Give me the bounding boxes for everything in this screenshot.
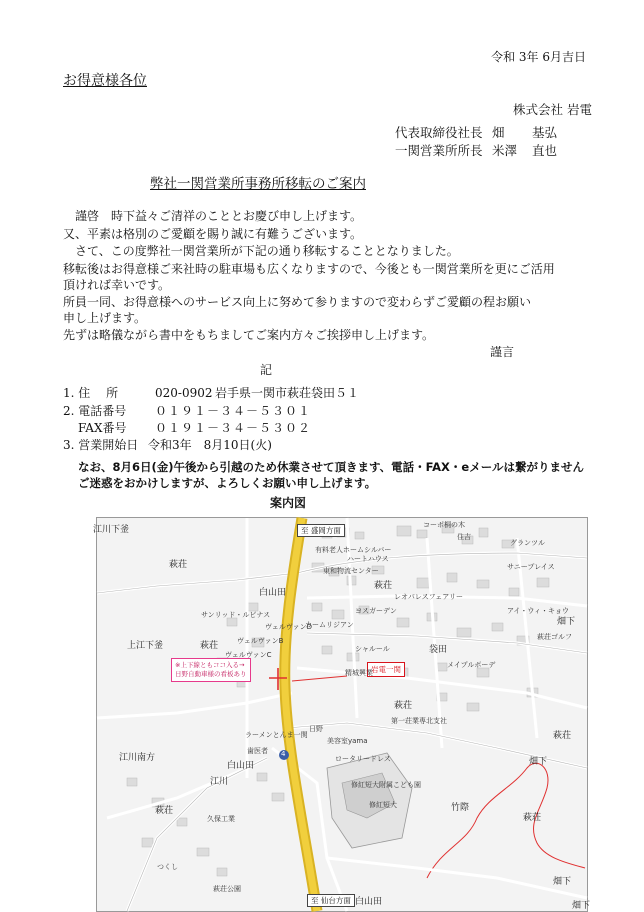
detail-start-date <box>63 436 272 453</box>
place-shirayamada: 白山田 <box>259 588 287 598</box>
callout-line: ※上下線ともココ入る→ <box>175 661 245 669</box>
sign-morioka: 至 盛岡方面 <box>297 524 345 537</box>
place-miyamon: 美容室yama <box>327 737 368 745</box>
fax-value: ０１９１－３４－５３０２ <box>155 421 312 435</box>
place-sunny: サニープレイス <box>507 563 555 571</box>
place-ekawa: 江川 <box>210 777 229 787</box>
location-map <box>93 517 591 912</box>
place-hagisho: 萩荘 <box>523 813 542 823</box>
address-label: 1. 住 所 <box>63 386 119 400</box>
place-hatashita: 畑下 <box>572 901 591 911</box>
place-hagisho: 萩荘 <box>200 641 219 651</box>
place-copo: コーポ桐の木 <box>423 521 465 529</box>
sign-sendai: 至 仙台方面 <box>307 894 355 907</box>
place-tsukushi: つくし <box>157 863 178 871</box>
place-sumiyoshi: 住吉 <box>457 533 471 541</box>
map-graphic <box>97 518 587 911</box>
entrance-callout <box>171 658 251 682</box>
place-yakoen: 萩荘公園 <box>213 885 241 893</box>
place-shuko: 修紅短大 <box>369 801 397 809</box>
place-sunlight: サンリッド・ルビナス <box>201 611 271 619</box>
signatory-surname: 米澤 <box>492 143 518 158</box>
place-verva-c: ヴェルヴァンC <box>225 651 272 659</box>
signatory-manager <box>395 141 557 159</box>
place-seiwa: 精城興業 <box>345 669 373 677</box>
place-hatashita: 畑下 <box>553 877 572 887</box>
place-ekawa-shimokama: 江川下釜 <box>93 525 130 535</box>
place-hatashita: 畑下 <box>557 617 576 627</box>
body-line: 謹啓 時下益々ご清祥のこととお慶び申し上げます。 <box>63 209 363 223</box>
detail-address <box>63 384 359 401</box>
place-ai-kyo: アイ・ウィ・キョウ <box>507 607 569 615</box>
place-hino: 日野 <box>309 725 323 733</box>
place-hagisho: 萩荘 <box>374 581 393 591</box>
company-name: 株式会社 岩電 <box>513 102 592 117</box>
place-ichinoseki-kyo: 第一荘業専北支社 <box>391 717 447 725</box>
body-line: 申し上げます。 <box>63 311 147 325</box>
place-tooth: 歯医者 <box>247 747 268 755</box>
place-kuboshop: 久保工業 <box>207 815 235 823</box>
signatory-ceo <box>395 123 557 141</box>
iwaden-location-marker: 岩電一関 <box>367 662 405 677</box>
place-yosomi: ヨスガーデン <box>355 607 397 615</box>
callout-line: 日野自動車様の看板あり <box>175 670 247 678</box>
place-shirayamada: 白山田 <box>227 761 255 771</box>
place-tohoku: 東和物流センター <box>323 567 379 575</box>
place-shirayamada: 白山田 <box>355 897 383 907</box>
ki-heading: 記 <box>260 363 273 377</box>
body-line: 先ずは略儀ながら書中をもちましてご案内方々ご挨拶申し上げます。 <box>63 328 435 342</box>
place-lecien: レオパレスフェアリー <box>394 593 464 601</box>
place-hagisho: 萩荘 <box>169 560 188 570</box>
letter-date: 令和 3年 6月吉日 <box>491 50 586 64</box>
start-date-value: 令和3年 8月10日(火) <box>148 438 272 452</box>
map-title: 案内図 <box>270 496 307 510</box>
body-line: 所員一同、お得意様へのサービス向上に努めて参りますので変わらずご愛顧の程お願い <box>63 295 532 309</box>
body-line: 移転後はお得意様ご来社時の駐車場も広くなりますので、今後とも一関営業所を更にご活用 <box>63 262 555 276</box>
signatory-given-name: 直也 <box>532 143 558 158</box>
route-number: 4 <box>281 750 286 758</box>
place-verva-b: ヴェルヴァンB <box>237 637 284 645</box>
body-line: 頂ければ幸いです。 <box>63 278 171 292</box>
place-kamiekawa: 上江下釜 <box>127 641 164 651</box>
place-rc-nursery: 修紅短大附属こども園 <box>351 781 421 789</box>
signatory-given-name: 基弘 <box>532 125 558 140</box>
place-hatashita: 畑下 <box>529 757 548 767</box>
place-takemura: 竹際 <box>451 803 470 813</box>
place-cameron: カームリジアン <box>305 621 354 629</box>
postal-code: 020-0902 <box>155 386 213 400</box>
body-line: 又、平素は格別のご愛顧を賜り誠に有難うございます。 <box>63 227 363 241</box>
place-heart: ハートハウス <box>347 555 389 563</box>
place-chaloux: シャルール <box>355 645 390 653</box>
place-hagisho: 萩荘 <box>553 731 572 741</box>
body-line: さて、この度弊社一関営業所が下記の通り移転することとなりました。 <box>63 244 459 258</box>
place-mailpost: メイプルボーデ <box>447 661 496 669</box>
place-hagisho: 萩荘 <box>155 806 174 816</box>
place-tools: ロータリードレス <box>335 755 391 763</box>
detail-fax <box>63 419 311 436</box>
apology-note: ご迷惑をおかけしますが、よろしくお願い申し上げます。 <box>78 476 377 490</box>
place-hagisho-golf: 萩荘ゴルフ <box>537 633 572 641</box>
addressee: お得意様各位 <box>63 73 147 89</box>
closing-kingen: 謹言 <box>490 345 515 359</box>
place-grandia: グランツル <box>510 539 545 547</box>
place-ramen: ラーメンとんま一関 <box>245 731 308 739</box>
signatory-title: 一関営業所所長 <box>395 143 483 158</box>
fax-label: FAX番号 <box>78 421 127 435</box>
address-value: 岩手県一関市萩荘袋田５１ <box>215 386 360 400</box>
detail-phone <box>63 402 311 419</box>
place-verva-d: ヴェルヴァンD <box>265 623 313 631</box>
letter-title: 弊社一関営業所事務所移転のご案内 <box>150 176 366 192</box>
place-fukuroda: 袋田 <box>429 645 448 655</box>
signatory-surname: 畑 <box>492 125 505 140</box>
phone-label: 2. 電話番号 <box>63 404 127 418</box>
signatory-title: 代表取締役社長 <box>395 125 483 140</box>
closure-note: なお、8月6日(金)午後から引越のため休業させて頂きます、電話・FAX・eメールは繋がりません <box>78 460 584 474</box>
place-yuryo-home: 有料老人ホームシルバー <box>315 546 392 554</box>
start-label: 3. 営業開始日 <box>63 438 139 452</box>
phone-value: ０１９１－３４－５３０１ <box>155 404 312 418</box>
place-hagisho: 萩荘 <box>394 701 413 711</box>
place-ekawa-minami: 江川南方 <box>119 753 156 763</box>
